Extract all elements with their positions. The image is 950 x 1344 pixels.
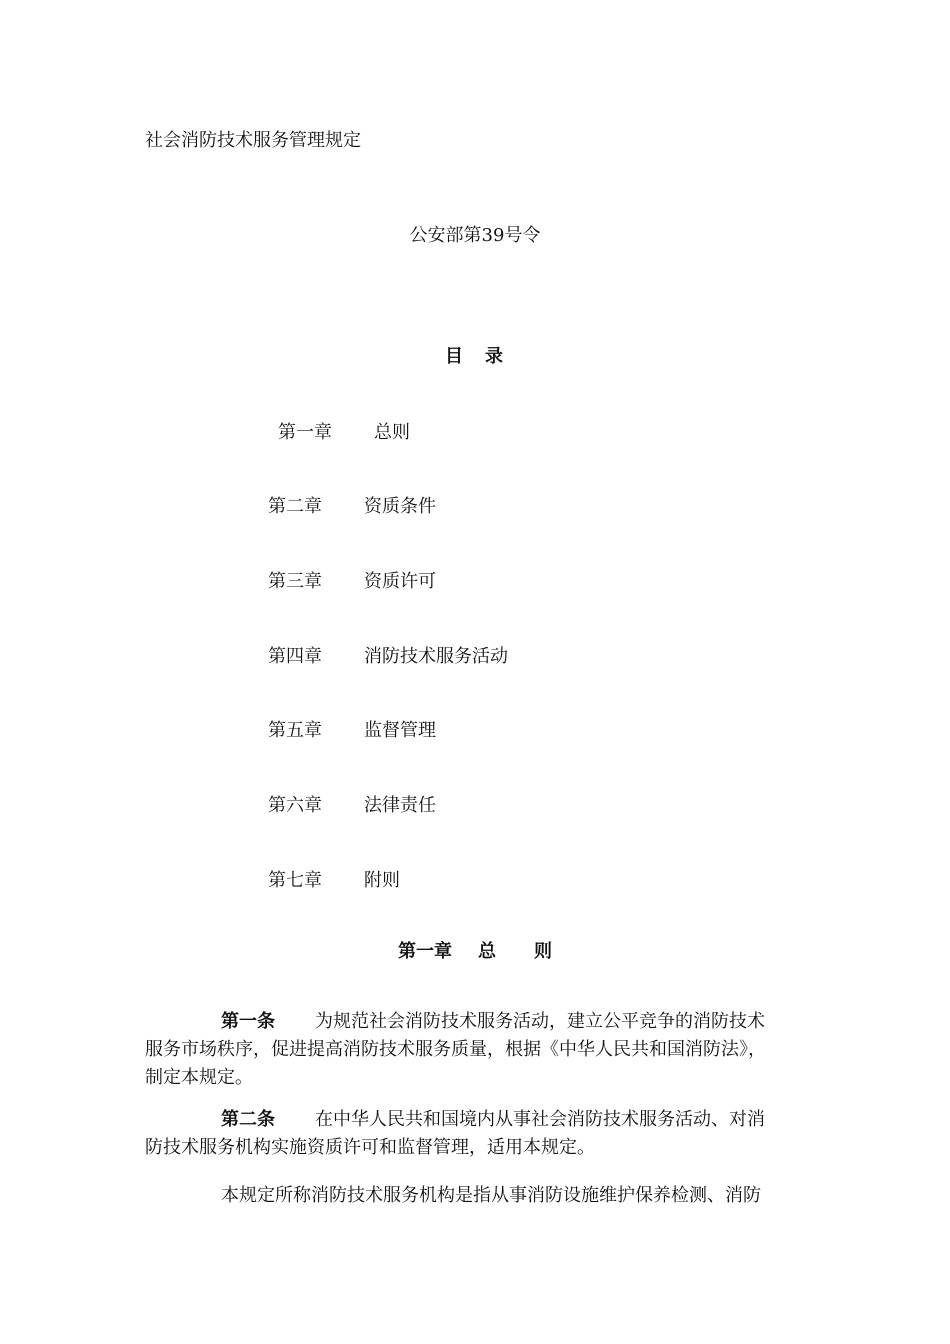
article-2-line-1 xyxy=(145,1106,805,1134)
toc-chapter-4-title: 消防技术服务活动 xyxy=(364,646,508,667)
chapter-one-heading xyxy=(0,937,950,963)
toc-chapter-4-number: 第四章 xyxy=(268,646,322,667)
toc-chapter-7-title: 附则 xyxy=(364,870,400,891)
article-1 xyxy=(145,1008,805,1092)
article-1-text-1: 为规范社会消防技术服务活动，建立公平竞争的消防技术 xyxy=(315,1011,765,1032)
toc-chapter-6-title: 法律责任 xyxy=(364,795,436,816)
article-2-text-1: 在中华人民共和国境内从事社会消防技术服务活动、对消 xyxy=(315,1109,765,1130)
article-2-paragraph-2 xyxy=(145,1182,805,1210)
article-2-paragraph-2-line-1 xyxy=(145,1182,805,1210)
toc-chapter-1-number: 第一章 xyxy=(278,422,332,443)
toc-chapter-2-title: 资质条件 xyxy=(364,496,436,517)
toc-chapter-2-number: 第二章 xyxy=(268,496,322,517)
toc-heading-left: 目 xyxy=(445,346,465,367)
article-2-line-2: 防技术服务机构实施资质许可和监督管理，适用本规定。 xyxy=(145,1137,595,1158)
toc-chapter-7-number: 第七章 xyxy=(268,870,322,891)
article-2-paragraph-2-text: 本规定所称消防技术服务机构是指从事消防设施维护保养检测、消防 xyxy=(221,1185,761,1206)
chapter-one-number: 第一章 xyxy=(398,941,452,962)
article-2 xyxy=(145,1106,805,1162)
toc-chapter-3-title: 资质许可 xyxy=(364,571,436,592)
article-2-label: 第二条 xyxy=(221,1109,275,1130)
article-1-line-1 xyxy=(145,1008,805,1036)
toc-chapter-5-number: 第五章 xyxy=(268,720,322,741)
toc-heading-right: 录 xyxy=(485,346,505,367)
order-number: 公安部第39号令 xyxy=(409,225,541,246)
chapter-one-title-part2: 则 xyxy=(534,941,552,962)
toc-heading xyxy=(0,342,950,368)
toc-chapter-1-title: 总则 xyxy=(374,422,410,443)
toc-chapter-6-number: 第六章 xyxy=(268,795,322,816)
article-1-label: 第一条 xyxy=(221,1011,275,1032)
toc-chapter-3-number: 第三章 xyxy=(268,571,322,592)
article-1-line-2: 服务市场秩序，促进提高消防技术服务质量，根据《中华人民共和国消防法》， xyxy=(145,1039,766,1060)
toc-chapter-5-title: 监督管理 xyxy=(364,720,436,741)
article-1-line-3: 制定本规定。 xyxy=(145,1067,253,1088)
chapter-one-title-part1: 总 xyxy=(478,941,496,962)
document-title: 社会消防技术服务管理规定 xyxy=(145,130,361,151)
